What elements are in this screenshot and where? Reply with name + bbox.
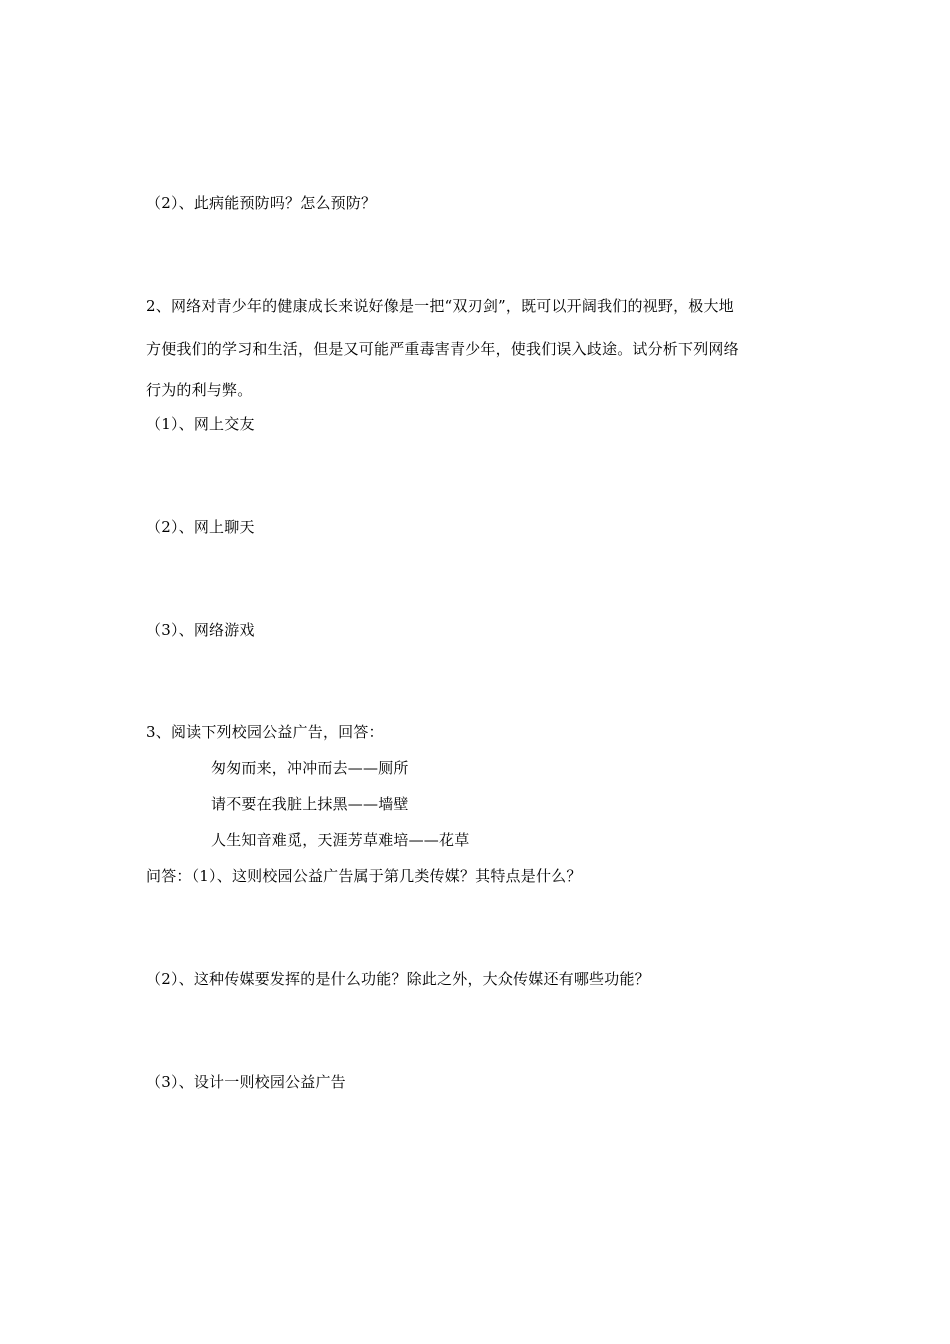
q3-sub2: （2）、这种传媒要发挥的是什么功能？除此之外，大众传媒还有哪些功能？ (146, 970, 650, 988)
q2-sub2: （2）、网上聊天 (146, 518, 255, 536)
q3-ad-1: 匆匆而来，冲冲而去——厕所 (211, 759, 409, 777)
q3-sub1: 问答：（1）、这则校园公益广告属于第几类传媒？其特点是什么？ (146, 867, 582, 885)
q2-sub1: （1）、网上交友 (146, 415, 255, 433)
q3-ad-2: 请不要在我脏上抹黑——墙壁 (211, 795, 409, 813)
q3-sub3: （3）、设计一则校园公益广告 (146, 1073, 346, 1091)
q1-sub2: （2）、此病能预防吗？怎么预防？ (146, 194, 377, 212)
q3-ad-3: 人生知音难觅，天涯芳草难培——花草 (211, 831, 470, 849)
q3-stem: 3、阅读下列校园公益广告，回答： (146, 723, 384, 741)
q2-stem-line3: 行为的利与弊。 (146, 381, 253, 399)
q2-sub3: （3）、网络游戏 (146, 621, 255, 639)
q2-stem-line1: 2、网络对青少年的健康成长来说好像是一把“双刃剑”，既可以开阔我们的视野，极大地 (146, 297, 734, 315)
q2-stem-line2: 方便我们的学习和生活，但是又可能严重毒害青少年，使我们误入歧途。试分析下列网络 (146, 340, 739, 358)
